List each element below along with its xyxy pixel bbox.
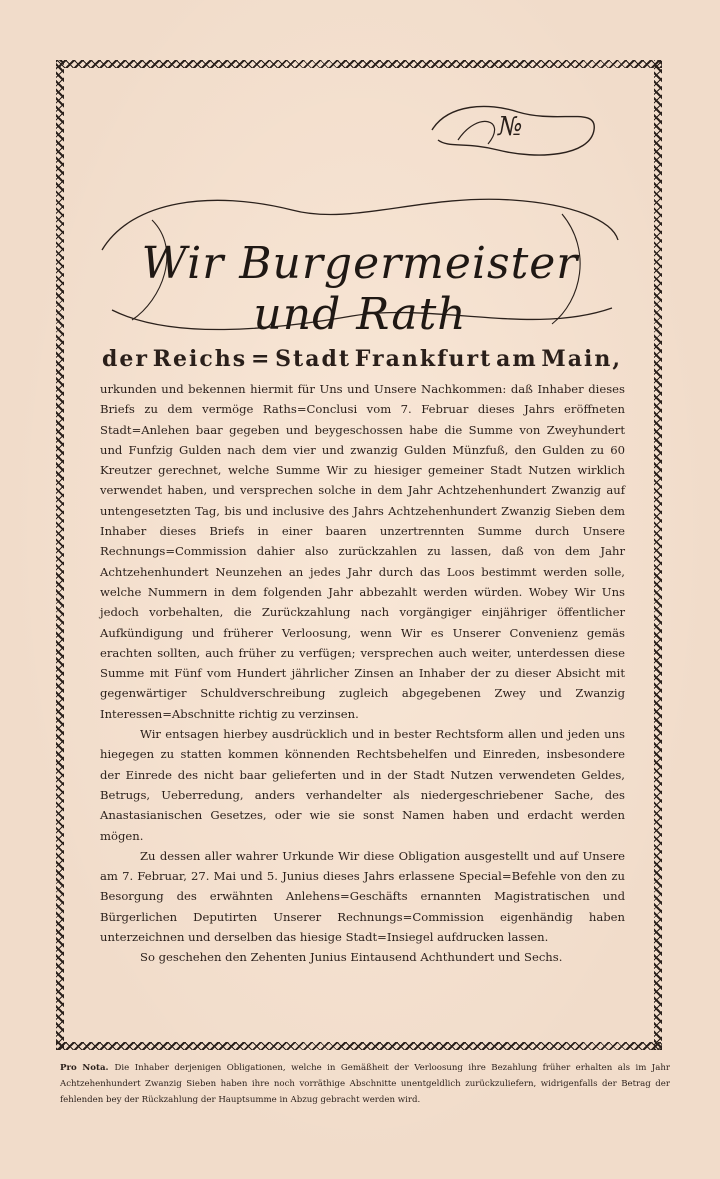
border-right: [654, 60, 662, 1050]
subheading: [102, 346, 622, 372]
number-label: №: [498, 112, 523, 142]
paragraph: Wir entsagen hierbey ausdrücklich und in bester Rechtsform allen und jeden uns hiegegen zu statten kommen könnenden Rechtsbehelfen und Einreden, insbesondere der Einrede des nicht baar gelieferten und in der Stadt Nutzen verwendeten Geldes, Betrugs, Ueberredung, anders verhandelter als niedergeschriebener Sache, des Anastasianischen Gesetzes, oder wie sie sonst Namen haben und erdacht werden mögen.: [100, 727, 625, 843]
heading-calligraphy: [92, 190, 628, 340]
subheading-word: Frankfurt: [354, 346, 493, 372]
subheading-word: Main,: [541, 346, 622, 372]
paragraph: Zu dessen aller wahrer Urkunde Wir diese Obligation ausgestellt und auf Unsere am 7. Februar, 27. Mai und 5. Junius dieses Jahrs erlassene Special=Befehle von den zu Besorgung des erwähnten Anlehens=Geschäfts ernannten Magistratischen und Bürgerlichen Deputirten Unserer Rechnungs=Commission eigenhändig haben unterzeichnen und derselben das hiesige Stadt=Insiegel aufdrucken lassen.: [100, 848, 625, 945]
paragraph: urkunden und bekennen hiermit für Uns und Unsere Nachkommen: daß Inhaber dieses Briefs zu dem vermöge Raths=Conclusi vom 7. Februar dieses Jahrs eröffneten Stadt=Anlehen baar gegeben und beygeschossen habe die Summe von Zweyhundert und Funfzig Gulden nach dem vier und zwanzig Gulden Münzfuß, den Gulden zu 60 Kreutzer gerechnet, welche Summe Wir zu hiesiger gemeiner Stadt Nutzen wirklich verwendet haben, und versprechen solche in dem Jahr Achtzehenhundert Zwanzig auf untengesetzten Tag, bis und inclusive des Jahrs Achtzehenhundert Zwanzig Sieben dem Inhaber dieses Briefs in einer baaren unzertrennten Summe durch Unsere Rechnungs=Commission dahier also zurückzahlen zu lassen, daß von dem Jahr Achtzehenhundert Neunzehen an jedes Jahr durch das Loos bestimmt werden solle, welche Nummern in dem folgenden Jahr abbezahlt werden würden. Wobey Wir Uns jedoch vorbehalten, die Zurückzahlung nach vorgängiger einjähriger öffentlicher Aufkündigung und früherer Verloosung, wenn Wir es Unserer Convenienz gemäs erachten sollten, auch früher zu verfügen; versprechen auch weiter, unterdessen diese Summe mit Fünf vom Hundert jährlicher Zinsen an Inhaber der zu dieser Absicht mit gegenwärtiger Schuldverschreibung zugleich abgegebenen Zwey und Zwanzig Interessen=Abschnitte richtig zu verzinsen.: [100, 382, 625, 721]
border-top: [56, 60, 662, 68]
number-field: [428, 100, 600, 162]
footnote-text: Die Inhaber derjenigen Obligationen, welche in Gemäßheit der Verloosung ihre Bezahlung früher erhalten als im Jahr Achtzehenhundert Zwanzig Sieben haben ihre noch vorräthige Abschnitte unentgeldlich zurückzuliefern, widrigenfalls der Betrag der fehlenden bey der Rückzahlung der Hauptsumme in Abzug gebracht werden wird.: [60, 1063, 670, 1105]
border-left: [56, 60, 64, 1050]
heading-title: Wir Burgermeister und Rath: [141, 238, 579, 340]
footnote: [60, 1060, 670, 1108]
border-bottom: [56, 1042, 662, 1050]
subheading-word: am: [496, 346, 538, 372]
document-body: [100, 379, 625, 968]
subheading-word: =: [250, 346, 272, 372]
subheading-word: Reichs: [152, 346, 248, 372]
subheading-word: der: [102, 346, 149, 372]
subheading-word: Stadt: [275, 346, 351, 372]
paragraph: So geschehen den Zehenten Junius Eintausend Achthundert und Sechs.: [140, 950, 563, 965]
footnote-label: Pro Nota.: [60, 1063, 109, 1073]
